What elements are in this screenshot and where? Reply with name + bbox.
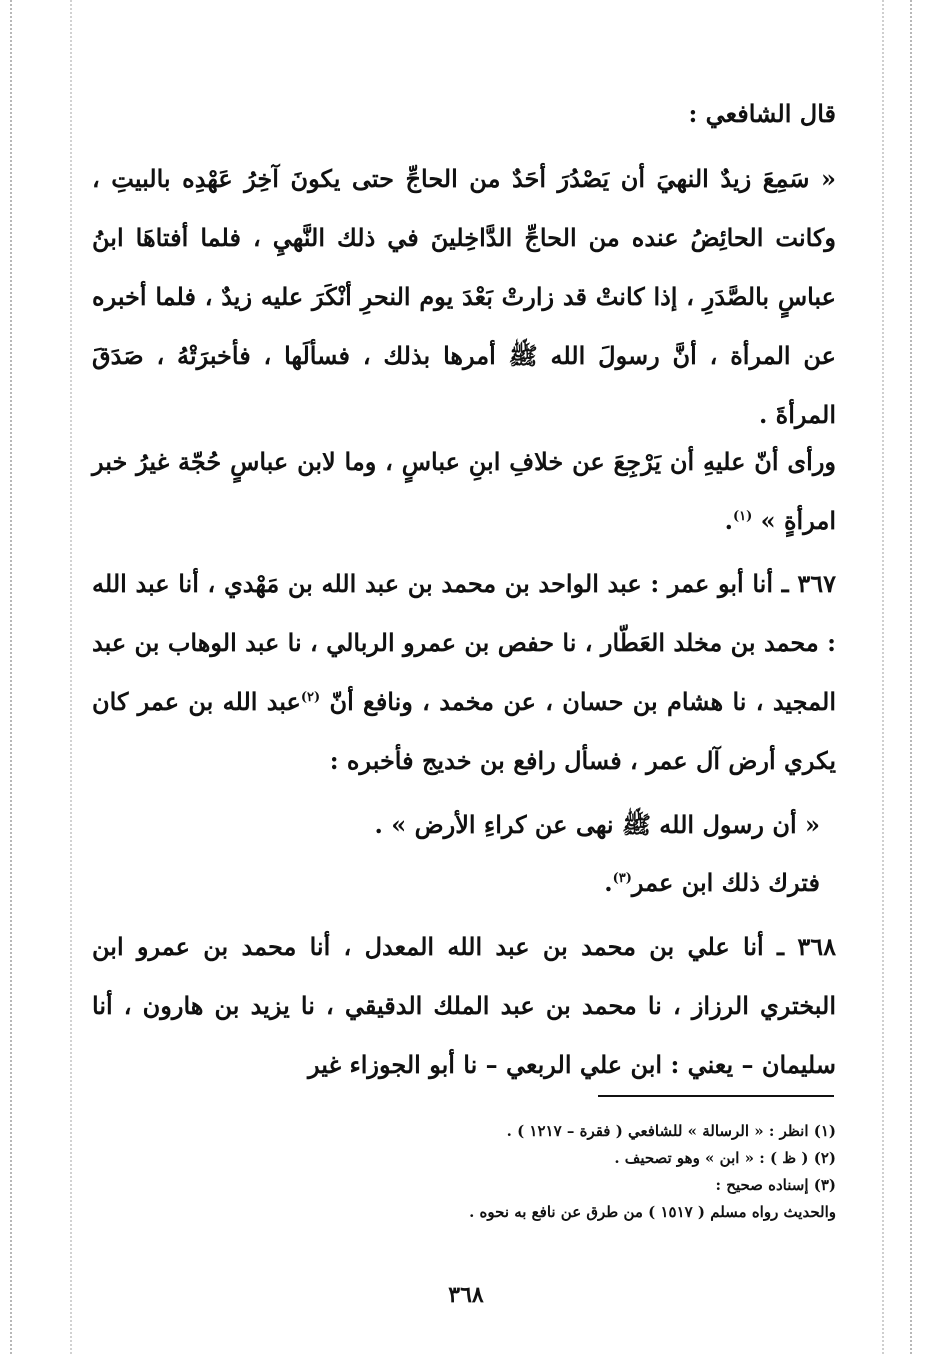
footnote-1: (١) انظر : « الرسالة » للشافعي ( فقرة – ١٢١٧ ) . xyxy=(506,1122,836,1140)
quote-paragraph-2: « أن رسول الله ﷺ نهى عن كراءِ الأرض » . xyxy=(374,810,820,839)
section-heading: قال الشافعي : xyxy=(688,99,836,128)
footnote-separator xyxy=(598,1095,834,1097)
commentary-end: . xyxy=(724,506,733,535)
closing-text: فترك ذلك ابن عمر xyxy=(631,868,820,897)
commentary-paragraph xyxy=(92,432,836,550)
scan-edge-dots-right xyxy=(910,0,912,1354)
footnotes xyxy=(340,1118,836,1226)
hadith-number-367: ٣٦٧ xyxy=(797,569,837,598)
scan-edge-dots-left-inner xyxy=(70,0,72,1354)
hadith-368-paragraph xyxy=(92,917,836,1094)
footnote-ref-3: (٣) xyxy=(612,871,632,886)
footnote-3: (٣) إسناده صحيح : xyxy=(715,1176,836,1194)
hadith-367-paragraph xyxy=(92,554,836,790)
footnote-2: (٢) ( ظ ) : « ابن » وهو تصحيف . xyxy=(614,1149,836,1167)
footnote-ref-2: (٢) xyxy=(300,690,321,705)
page-number: ٣٦٨ xyxy=(448,1282,484,1308)
hadith-number-368: ٣٦٨ xyxy=(797,932,836,961)
hadith-368-text: ـ أنا علي بن محمد بن عبد الله المعدل ، أنا محمد بن عمرو ابن البختري الرزاز ، نا محمد بن عبد الملك الدقيقي ، نا يزيد بن هارون ، أنا سليمان – يعني : ابن علي الربعي – نا أبو الجوزاء غير xyxy=(92,932,836,1079)
hadith-367-text-b: عبد الله بن عمر كان يكري أرض آل عمر ، فسأل رافع بن خديج فأخبره : xyxy=(92,687,836,775)
footnote-ref-1: (١) xyxy=(732,509,753,524)
footnote-3-continuation: والحديث رواه مسلم ( ١٥١٧ ) من طرق عن نافع به نحوه . xyxy=(469,1203,836,1221)
commentary-text: ورأى أنّ عليهِ أن يَرْجِعَ عن خلافِ ابنِ عباسٍ ، وما لابن عباسٍ حُجّة غيرُ خبر امرأةٍ » xyxy=(92,447,836,535)
closing-end: . xyxy=(604,868,613,897)
closing-line xyxy=(92,853,836,912)
quote-paragraph-1: « سَمِعَ زيدٌ النهيَ أن يَصْدُرَ أحَدٌ من الحاجِّ حتى يكونَ آخِرُ عَهْدِه بالبيتِ ، وكانت الحائِضُ عنده من الحاجِّ الدَّاخِلينَ في ذلك النَّهيِ ، فلما أفتاهَا ابنُ عباسٍ بالصَّدَرِ ، إذا كانتْ قد زارتْ بَعْدَ يوم النحرِ أنْكَرَ عليه زيدٌ ، فلما أخبره عن المرأة ، أنَّ رسولَ الله ﷺ أمرها بذلك ، فسألَها ، فأخبرَتْهُ ، صَدَقَ المرأةَ . xyxy=(92,164,836,429)
scan-edge-dots-right-inner xyxy=(882,0,884,1354)
hadith-367-text-a: ـ أنا أبو عمر : عبد الواحد بن محمد بن عبد الله بن مَهْدي ، أنا عبد الله : محمد بن مخلد العَطّار ، نا حفص بن عمرو الربالي ، نا عبد الوهاب بن عبد المجيد ، نا هشام بن حسان ، عن مخمد ، ونافع أنّ xyxy=(92,569,837,716)
scan-edge-dots-left xyxy=(10,0,12,1354)
